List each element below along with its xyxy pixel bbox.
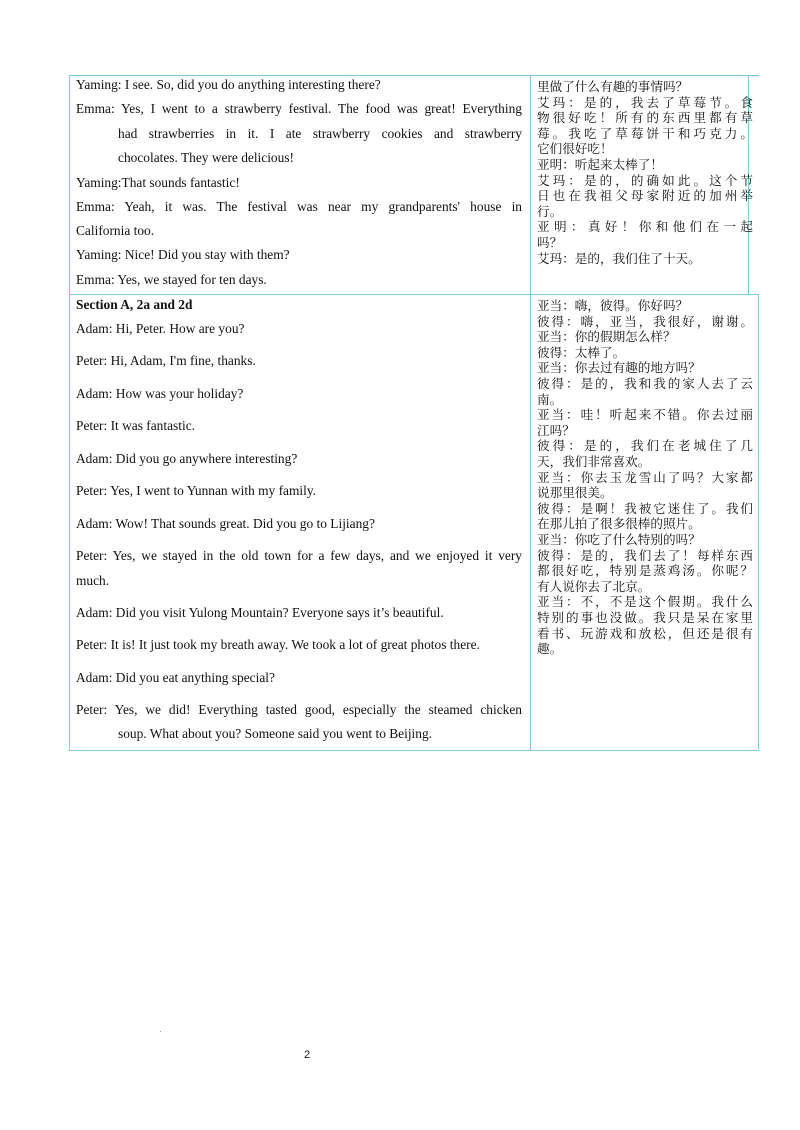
translation-line: 特别的事也没做。我只是呆在家里 bbox=[537, 610, 753, 625]
dialogue-line: had strawberries in it. I ate strawberry cookies and strawberry bbox=[118, 126, 522, 141]
translation-line: 亚当：你去过有趣的地方吗？ bbox=[537, 360, 701, 376]
dialogue-line: Yaming: Nice! Did you stay with them? bbox=[76, 247, 290, 262]
upper-chinese-translation bbox=[537, 79, 753, 295]
translation-line: 江吗？ bbox=[537, 422, 575, 438]
dialogue-line: Peter: Yes, we stayed in the old town for a few days, and we enjoyed it very bbox=[76, 548, 522, 563]
translation-line: 彼得：嗨，亚当，我很好，谢谢。 bbox=[537, 313, 753, 329]
table-right-border-lower bbox=[758, 294, 759, 751]
translation-line: 亚当：你的假期怎么样？ bbox=[537, 329, 676, 345]
dialogue-line: Yaming:That sounds fantastic! bbox=[76, 175, 240, 190]
translation-line: 莓。我吃了草莓饼干和巧克力。 bbox=[537, 125, 753, 141]
translation-line: 都很好吃，特别是蒸鸡汤。你呢？ bbox=[537, 563, 753, 579]
section-title: Section A, 2a and 2d bbox=[76, 297, 193, 312]
translation-line: 物很好吃！所有的东西里都有草 bbox=[537, 110, 753, 126]
dialogue-line: Peter: It is! It just took my breath away. We took a lot of great photos there. bbox=[76, 637, 480, 652]
dialogue-line: Adam: How was your holiday? bbox=[76, 386, 244, 401]
translation-line: 在那儿拍了很多很棒的照片。 bbox=[537, 516, 701, 532]
translation-line: 天，我们非常喜欢。 bbox=[537, 454, 651, 469]
translation-line: 说那里很美。 bbox=[537, 485, 613, 501]
dialogue-line: Adam: Wow! That sounds great. Did you go to Lijiang? bbox=[76, 516, 375, 531]
translation-line: 彼得：太棒了。 bbox=[537, 344, 626, 360]
translation-line: 亚当：你去玉龙雪山了吗？大家都 bbox=[537, 469, 753, 485]
translation-line: 亚当：不，不是这个假期。我什么 bbox=[537, 594, 753, 610]
translation-line: 艾玛：是的，我们住了十天。 bbox=[537, 250, 701, 266]
translation-line: 有人说你去了北京。 bbox=[537, 578, 651, 594]
translation-line: 亚明：真好！你和他们在一起 bbox=[537, 219, 753, 235]
translation-line: 彼得：是啊！我被它迷住了。我们 bbox=[537, 500, 753, 516]
translation-line: 艾玛：是的，我去了草莓节。食 bbox=[537, 94, 753, 110]
translation-line: 艾玛：是的，的确如此。这个节 bbox=[537, 172, 753, 188]
dialogue-line: Adam: Did you eat anything special? bbox=[76, 670, 275, 685]
translation-line: 南。 bbox=[537, 391, 563, 407]
dialogue-line: Adam: Hi, Peter. How are you? bbox=[76, 321, 245, 336]
dialogue-line: much. bbox=[76, 573, 110, 588]
dialogue-line: Emma: Yeah, it was. The festival was near my grandparents' house in bbox=[76, 199, 522, 214]
section-2a-chinese-translation bbox=[537, 298, 753, 718]
dialogue-line: Emma: Yes, I went to a strawberry festival. The food was great! Everything bbox=[76, 101, 522, 116]
translation-line: 亚明：听起来太棒了！ bbox=[537, 157, 663, 172]
dialogue-line: Adam: Did you visit Yulong Mountain? Everyone says it’s beautiful. bbox=[76, 605, 444, 620]
dialogue-line: chocolates. They were delicious! bbox=[118, 150, 294, 165]
translation-line: 彼得：是的，我们去了！每样东西 bbox=[537, 547, 753, 563]
translation-line: 里做了什么有趣的事情吗？ bbox=[537, 79, 689, 94]
dialogue-line: Adam: Did you go anywhere interesting? bbox=[76, 451, 298, 466]
table-column-divider bbox=[530, 75, 531, 751]
table-left-border bbox=[69, 75, 70, 751]
translation-line: 日也在我祖父母家附近的加州举 bbox=[537, 188, 753, 204]
dialogue-line: Peter: It was fantastic. bbox=[76, 418, 195, 433]
translation-line: 亚当：哇！听起来不错。你去过丽 bbox=[537, 407, 753, 423]
translation-line: 吗？ bbox=[537, 235, 563, 250]
translation-line: 亚当：嗨，彼得。你好吗？ bbox=[537, 298, 689, 313]
section-2a-english bbox=[76, 297, 522, 749]
translation-line: 趣。 bbox=[537, 641, 563, 657]
table-top-border bbox=[69, 75, 759, 76]
translation-line: 彼得：是的，我们在老城住了几 bbox=[537, 438, 753, 454]
upper-english-dialogue bbox=[76, 77, 522, 293]
dialogue-line: Yaming: I see. So, did you do anything interesting there? bbox=[76, 77, 381, 92]
dialogue-line: Emma: Yes, we stayed for ten days. bbox=[76, 272, 267, 287]
translation-line: 亚当：你吃了什么特别的吗？ bbox=[537, 532, 701, 547]
translation-line: 看书、玩游戏和放松，但还是很有 bbox=[537, 625, 753, 641]
dialogue-line: Peter: Yes, we did! Everything tasted good, especially the steamed chicken bbox=[76, 702, 522, 717]
table-bottom-border bbox=[69, 750, 759, 751]
section-2a-dialogue bbox=[76, 297, 522, 749]
translation-line: 彼得：是的，我和我的家人去了云 bbox=[537, 376, 753, 391]
translation-line: 行。 bbox=[537, 203, 563, 219]
stray-mark bbox=[160, 1031, 161, 1032]
translation-line: 它们很好吃！ bbox=[537, 141, 613, 157]
dialogue-line: Peter: Hi, Adam, I'm fine, thanks. bbox=[76, 353, 256, 368]
page-number: 2 bbox=[303, 1049, 311, 1061]
dialogue-line: soup. What about you? Someone said you went to Beijing. bbox=[118, 726, 433, 741]
dialogue-line: Peter: Yes, I went to Yunnan with my family. bbox=[76, 483, 317, 498]
dialogue-line: California too. bbox=[76, 223, 155, 238]
